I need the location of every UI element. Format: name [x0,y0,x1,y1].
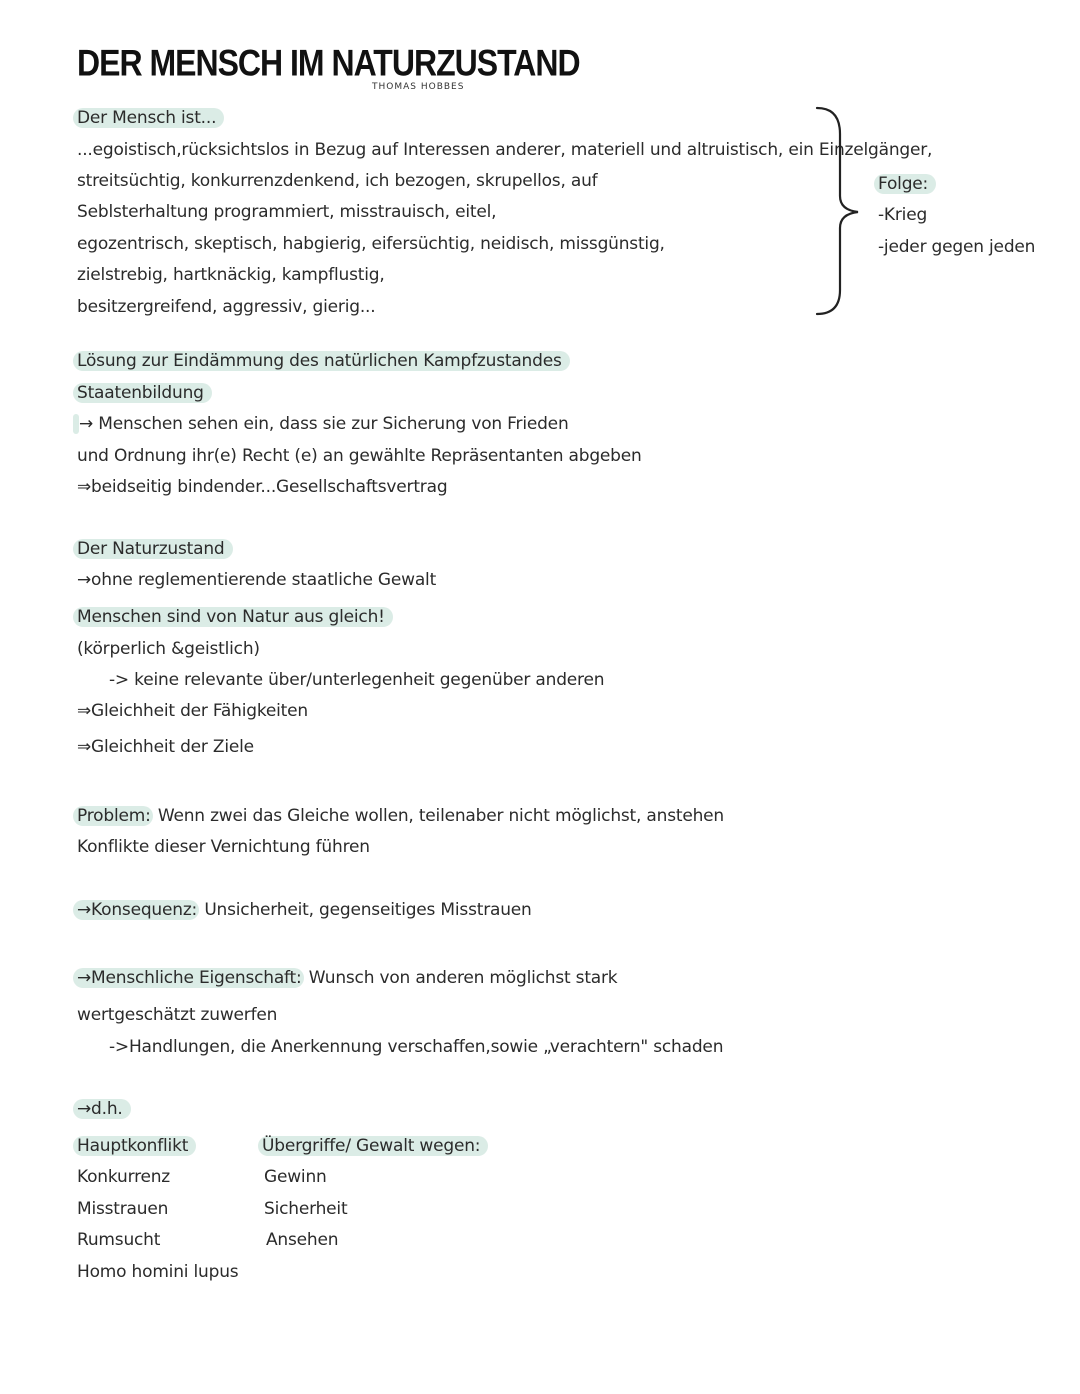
col1-header: Hauptkonflikt [77,1134,196,1158]
col2-item: Sicherheit [264,1199,348,1219]
folge-label: Folge: [878,172,936,196]
section1-line: streitsüchtig, konkurrenzdenkend, ich bezogen, skrupellos, auf [77,171,598,191]
section1-line: zielstrebig, hartknäckig, kampflustig, [77,265,385,285]
col1-item: Rumsucht [77,1230,161,1250]
section3-heading: Der Naturzustand [77,537,233,561]
section2-line: ⇒beidseitig bindender...Gesellschaftsvertrag [77,477,448,497]
col1-item: Homo homini lupus [77,1262,239,1282]
section3-line: ⇒Gleichheit der Ziele [77,737,254,757]
page-title: DER MENSCH IM NATURZUSTAND [77,42,580,84]
dh-label: →d.h. [77,1097,131,1121]
section2-line: und Ordnung ihr(e) Recht (e) an gewählte Repräsentanten abgeben [77,446,642,466]
section2-subheading: Staatenbildung [77,381,212,405]
folge-item: -jeder gegen jeden [878,237,1036,257]
curly-brace-icon [812,104,872,318]
konsequenz-line: →Konsequenz: Unsicherheit, gegenseitiges Misstrauen [77,898,532,922]
section2-line: → Menschen sehen ein, dass sie zur Sicherung von Frieden [77,412,569,436]
page-subtitle: THOMAS HOBBES [372,82,465,92]
col2-header: Übergriffe/ Gewalt wegen: [262,1134,488,1158]
col1-item: Misstrauen [77,1199,169,1219]
eigenschaft-line: ->Handlungen, die Anerkennung verschaffen,sowie „verachtern" schaden [109,1037,724,1057]
section3-line: →ohne reglementierende staatliche Gewalt [77,570,437,590]
section1-heading: Der Mensch ist... [77,106,224,130]
section1-line: Seblsterhaltung programmiert, misstrauisch, eitel, [77,202,497,222]
folge-item: -Krieg [878,205,928,225]
section1-line: egozentrisch, skeptisch, habgierig, eifersüchtig, neidisch, missgünstig, [77,234,665,254]
section1-line: besitzergreifend, aggressiv, gierig... [77,297,376,317]
section3-subheading: Menschen sind von Natur aus gleich! [77,605,393,629]
section3-line: -> keine relevante über/unterlegenheit gegenüber anderen [109,670,605,690]
problem-line: Problem: Wenn zwei das Gleiche wollen, teilenaber nicht möglichst, anstehen [77,804,724,828]
eigenschaft-line: →Menschliche Eigenschaft: Wunsch von anderen möglichst stark [77,966,617,990]
section3-line: (körperlich &geistlich) [77,639,260,659]
col2-item: Gewinn [264,1167,327,1187]
col1-item: Konkurrenz [77,1167,171,1187]
problem-line: Konflikte dieser Vernichtung führen [77,837,370,857]
col2-item: Ansehen [266,1230,339,1250]
section2-heading: Lösung zur Eindämmung des natürlichen Kampfzustandes [77,349,570,373]
eigenschaft-line: wertgeschätzt zuwerfen [77,1005,278,1025]
section1-line: ...egoistisch,rücksichtslos in Bezug auf Interessen anderer, materiell und altruistisch, ein Einzelgänger, [77,140,933,160]
section3-line: ⇒Gleichheit der Fähigkeiten [77,701,308,721]
